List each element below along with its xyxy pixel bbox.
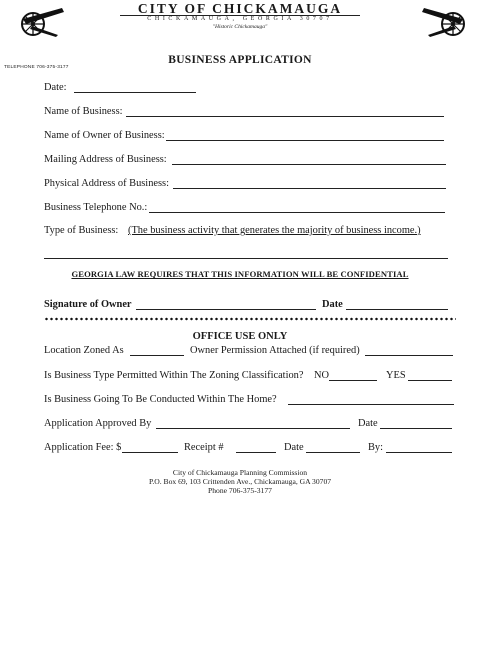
date-field[interactable] bbox=[74, 92, 196, 93]
yes-field[interactable] bbox=[408, 380, 452, 381]
fee-label: Application Fee: $ bbox=[44, 442, 122, 453]
signature-date-field[interactable] bbox=[346, 309, 448, 310]
city-subtitle: CHICKAMAUGA, GEORGIA 30707 bbox=[147, 16, 333, 22]
signature-date-label: Date bbox=[322, 299, 343, 310]
receipt-label: Receipt # bbox=[184, 442, 224, 453]
telephone-label: Business Telephone No.: bbox=[44, 202, 148, 213]
confidential-notice: GEORGIA LAW REQUIRES THAT THIS INFORMATION WILL BE CONFIDENTIAL bbox=[71, 269, 409, 279]
by-label: By: bbox=[368, 442, 384, 453]
home-field[interactable] bbox=[288, 404, 454, 405]
page-title: BUSINESS APPLICATION bbox=[168, 54, 312, 66]
signature-field[interactable] bbox=[136, 309, 316, 310]
signature-label: Signature of Owner bbox=[44, 299, 132, 310]
permitted-question: Is Business Type Permitted Within The Zoning Classification? bbox=[44, 370, 304, 381]
owner-permission-label: Owner Permission Attached (if required) bbox=[190, 345, 360, 356]
date-label: Date: bbox=[44, 82, 67, 93]
mailing-address-field[interactable] bbox=[172, 164, 446, 165]
city-motto: "Historic Chickamauga" bbox=[212, 24, 268, 30]
business-name-field[interactable] bbox=[126, 116, 444, 117]
footer-line-1: City of Chickamauga Planning Commission bbox=[172, 468, 308, 477]
city-title: CITY OF CHICKAMAUGA bbox=[137, 1, 343, 16]
fee-date-field[interactable] bbox=[306, 452, 360, 453]
business-type-field[interactable] bbox=[44, 258, 448, 259]
office-use-heading: OFFICE USE ONLY bbox=[192, 331, 288, 342]
telephone-field[interactable] bbox=[149, 212, 445, 213]
no-label: NO bbox=[314, 370, 330, 381]
dotted-divider bbox=[44, 317, 456, 321]
approved-by-label: Application Approved By bbox=[44, 418, 152, 429]
approved-date-field[interactable] bbox=[380, 428, 452, 429]
header-telephone: TELEPHONE 706-375-3177 bbox=[4, 65, 69, 70]
location-zoned-label: Location Zoned As bbox=[44, 345, 124, 356]
footer-line-2: P.O. Box 69, 103 Crittenden Ave., Chickamauga, GA 30707 bbox=[148, 477, 332, 486]
owner-name-field[interactable] bbox=[166, 140, 444, 141]
location-zoned-field[interactable] bbox=[130, 355, 184, 356]
approved-date-label: Date bbox=[358, 418, 378, 429]
by-field[interactable] bbox=[386, 452, 452, 453]
owner-name-label: Name of Owner of Business: bbox=[44, 130, 165, 141]
mailing-address-label: Mailing Address of Business: bbox=[44, 154, 167, 165]
yes-label: YES bbox=[386, 370, 406, 381]
owner-permission-field[interactable] bbox=[365, 355, 453, 356]
business-name-label: Name of Business: bbox=[44, 106, 123, 117]
home-question: Is Business Going To Be Conducted Within The Home? bbox=[44, 394, 277, 405]
footer-line-3: Phone 706-375-3177 bbox=[208, 486, 272, 495]
fee-field[interactable] bbox=[122, 452, 178, 453]
business-type-label: Type of Business: bbox=[44, 225, 119, 236]
physical-address-label: Physical Address of Business: bbox=[44, 178, 169, 189]
approved-by-field[interactable] bbox=[156, 428, 350, 429]
physical-address-field[interactable] bbox=[173, 188, 446, 189]
receipt-field[interactable] bbox=[236, 452, 276, 453]
fee-date-label: Date bbox=[284, 442, 304, 453]
business-type-note: (The business activity that generates the majority of business income.) bbox=[128, 225, 421, 236]
no-field[interactable] bbox=[329, 380, 377, 381]
